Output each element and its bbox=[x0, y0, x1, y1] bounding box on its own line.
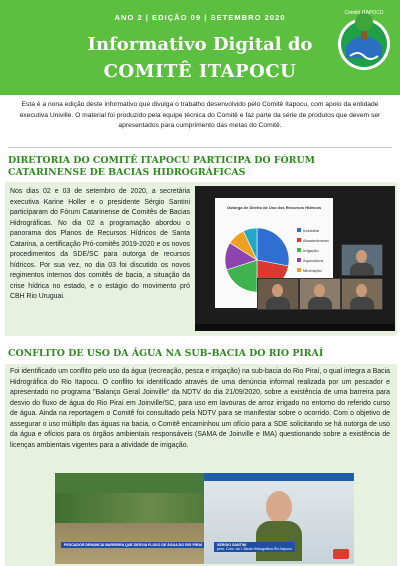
header-banner bbox=[0, 0, 400, 95]
newsletter-title-line2: COMITÊ ITAPOCU bbox=[103, 61, 297, 82]
video2-caption-name: SÉRGIO SANTINI bbox=[217, 543, 247, 547]
legend-swatch bbox=[297, 238, 301, 242]
news-video-interview bbox=[204, 473, 354, 564]
section1-heading: DIRETORIA DO COMITÊ ITAPOCU PARTICIPA DO FÓRUM CATARINENSE DE BACIAS HIDROGRÁFICAS bbox=[8, 155, 315, 178]
participant-video-2 bbox=[341, 244, 383, 276]
newsletter-title-line1: Informativo Digital do bbox=[87, 34, 313, 55]
legend-label: Aquicultura bbox=[303, 258, 324, 263]
legend-label: Abastecimento bbox=[303, 238, 329, 243]
participant-video-3 bbox=[299, 278, 341, 310]
legend-swatch bbox=[297, 268, 301, 272]
slide-title: Outorga de Direito de Uso dos Recursos Hídricos bbox=[226, 205, 322, 210]
section2-heading: CONFLITO DE USO DA ÁGUA NA SUB-BACIA DO RIO PIRAÍ bbox=[8, 348, 324, 359]
meeting-toolbar bbox=[195, 324, 395, 331]
legend-swatch bbox=[297, 248, 301, 252]
tv-logo-2 bbox=[333, 549, 349, 559]
intro-paragraph: Esta é a nona edição deste informativo que divulga o trabalho desenvolvido pelo Comitê Itapocu, com apoio da entidade executiva Univille. O material foi produzido pela equipe técnica do Comitê e faz parte da série de produtos que devem ser apresentados para cumprimento das metas do Comitê. bbox=[19, 101, 381, 130]
legend-swatch bbox=[297, 228, 301, 232]
legend-label: Irrigação bbox=[303, 248, 319, 253]
video-meeting-screenshot bbox=[195, 186, 395, 331]
logo-lettering: Comitê ITAPOCU bbox=[344, 10, 384, 16]
edition-label: ANO 2 | EDIÇÃO 09 | SETEMBRO 2020 bbox=[114, 13, 286, 22]
video2-caption bbox=[214, 542, 295, 552]
section1-body: Nos dias 02 e 03 de setembro de 2020, a secretária executiva Karine Holler e o presidente Sérgio Santini participaram do Fórum Catarinense de Comitês de Bacias Hidrográficas. No dia 02 a programação abordou o panorama dos Planos de Recursos Hídricos de Santa Catarina, a certificação Pró-comitês 2019-2020 e os novos procedimentos da SDE/SC para outorga de recursos hídricos. Por sua vez, no dia 03 foi discutido os novos regimentos internos dos comitês de bacia, a situação da crise hídrica no estado, e o estágio do movimento pró CBH Rio Uruguai. bbox=[10, 188, 190, 300]
video2-caption-role: pres. Com. da I. Bacia Hidrográfica Rio Itapocu bbox=[217, 547, 293, 551]
divider bbox=[8, 147, 392, 148]
section2-body: Foi identificado um conflito pelo uso da água (recreação, pesca e irrigação) na sub-bacia do Rio Piraí, o qual integra a Bacia Hidrográfica do Rio Itapocu. O conflito foi identificado através de uma denúncia informal realizada por um pescador e apresentado no programa "Balanço Geral Joinville" da NDTV do dia 21/09/2020, sobre a existência de uma barreira para desvio do fluxo de água do Rio Piraí em Joinville/SC, para uso em lavouras de arroz irrigado no entorno do referido curso de água. Ainda na reportagem o Comitê foi consultado pela NDTV para se manifestar sobre o ocorrido. Com o objetivo de assegurar o uso múltiplo das águas na bacia, o Comitê encaminhou um ofício para a SDE solicitando se há outorga de uso da água e ofícios para os órgãos ambientais responsáveis (SAMA de Joinville e IMA) questionando sobre a existência de licenças ambientais vigentes para a atividade de irrigação. bbox=[10, 368, 390, 449]
legend-label: Industrial bbox=[303, 228, 320, 233]
participant-video-1 bbox=[341, 278, 383, 310]
pie-slice-industrial bbox=[257, 228, 289, 266]
participant-video-4 bbox=[257, 278, 299, 310]
legend-swatch bbox=[297, 258, 301, 262]
video1-caption: PESCADOR DENUNCIA BARREIRA QUE DESVIA FLUXO DE ÁGUA DO RIO PIRAÍ bbox=[61, 542, 205, 548]
comite-itapocu-logo bbox=[336, 6, 392, 78]
legend-label: Mineração bbox=[303, 268, 322, 273]
